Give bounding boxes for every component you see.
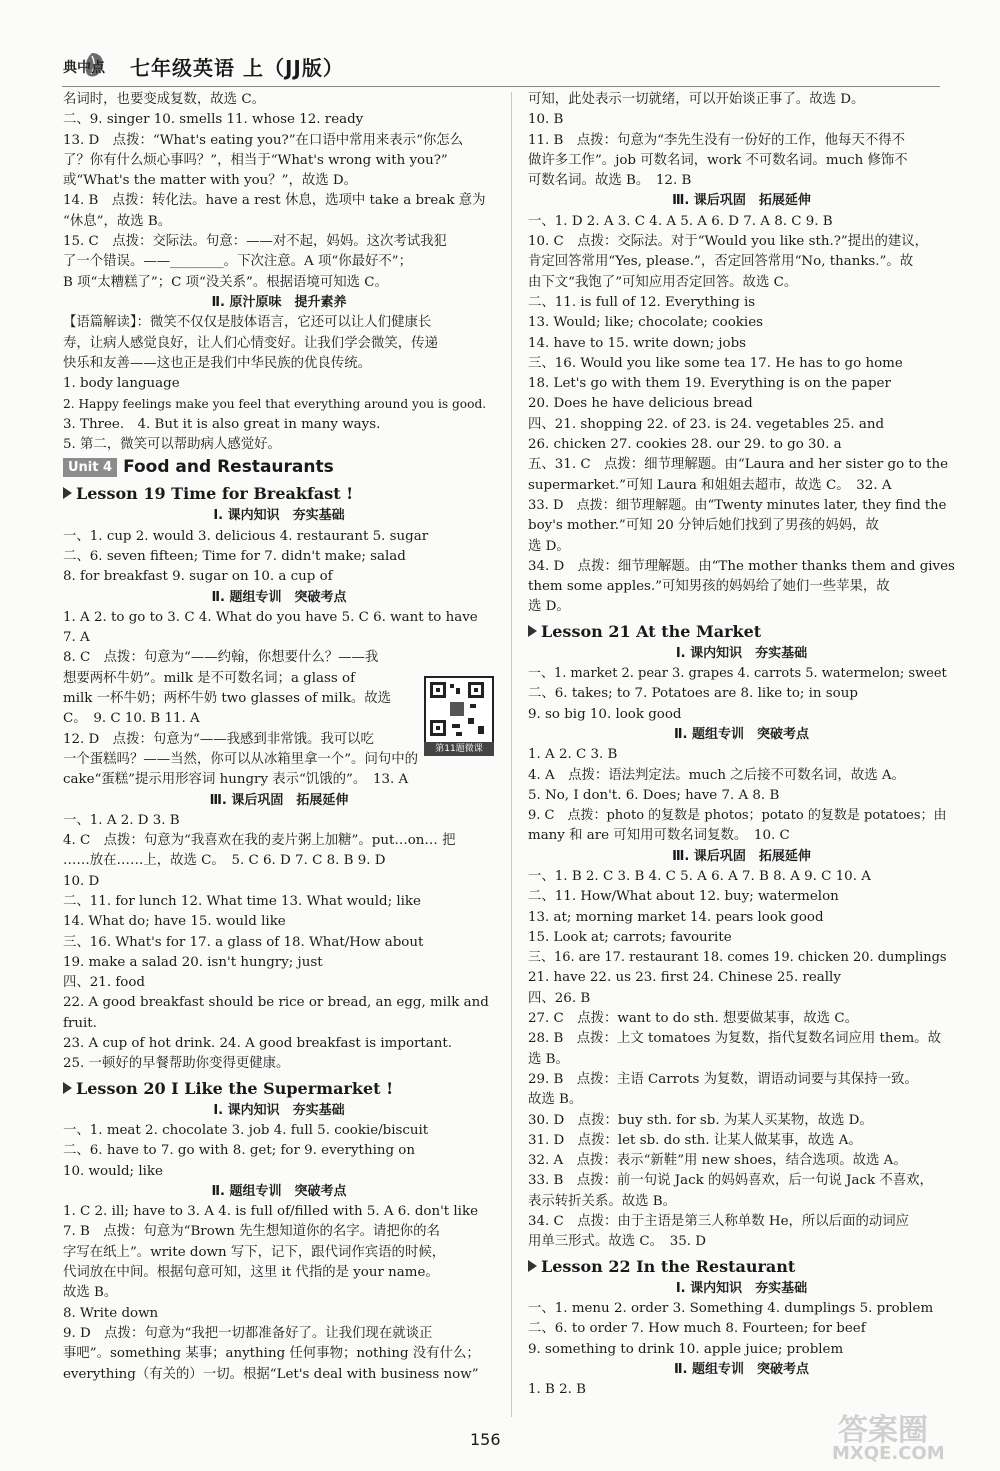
- section-heading: Ⅰ. 课内知识 夯实基础: [675, 1280, 808, 1296]
- answer-line: 了一个错误。——________。下次注意。A 项“你最好不”；: [63, 254, 412, 270]
- answer-line: 一、1. menu 2. order 3. Something 4. dumplings 5. problem: [528, 1300, 934, 1316]
- answer-line: 可数名词。故选 B。 12. B: [528, 173, 692, 189]
- answer-line: 33. B 点拨：前一句说 Jack 的妈妈喜欢，后一句说 Jack 不喜欢，: [528, 1173, 933, 1189]
- answer-line: 事吧”。something 某事；anything 任何事物；nothing 没有什么；: [63, 1346, 480, 1362]
- header-rule: [62, 86, 940, 87]
- answer-line: 4. A 点拨：语法判定法。much 之后接不可数名词，故选 A。: [528, 767, 905, 783]
- answer-line: 2. Happy feelings make you feel that everything around you is good.: [63, 397, 487, 412]
- triangle-arrow-icon: [528, 1260, 537, 1272]
- answer-line: 一、1. B 2. C 3. B 4. C 5. A 6. A 7. B 8. A 9. C 10. A: [528, 868, 871, 884]
- answer-line: 或“What's the matter with you？”，故选 D。: [63, 173, 358, 189]
- answer-line: 10. C 点拨：交际法。对于“Would you like sth.?”提出的建议，: [528, 234, 929, 250]
- section-heading: Ⅰ. 课内知识 夯实基础: [213, 508, 345, 524]
- section-heading: Ⅱ. 原汁原味 提升素养: [211, 294, 347, 310]
- answer-line: 21. have 22. us 23. first 24. Chinese 25. really: [528, 970, 841, 986]
- answer-line: 1. A 2. C 3. B: [528, 747, 618, 763]
- watermark-top: 答案圈: [838, 1413, 928, 1448]
- answer-line: 选 D。: [528, 538, 570, 554]
- answer-line: 代词放在中间。根据句意可知，这里 it 代指的是 your name。: [63, 1265, 439, 1281]
- page-header: [62, 48, 402, 82]
- answer-line: 用单三形式。故选 C。 35. D: [528, 1234, 706, 1250]
- answer-line: 二、6. have to 7. go with 8. get; for 9. everything on: [63, 1143, 415, 1159]
- answer-line: 快乐和友善——这也正是我们中华民族的优良传统。: [63, 355, 371, 371]
- answer-line: 选 D。: [528, 599, 570, 615]
- answer-line: 一、1. market 2. pear 3. grapes 4. carrots 5. watermelon; sweet: [528, 666, 947, 682]
- answer-line: 可知，此处表示一切就绪，可以开始谈正事了。故选 D。: [528, 92, 865, 107]
- section-heading: Ⅰ. 课内知识 夯实基础: [213, 1102, 345, 1118]
- answer-line: 14. What do; have 15. would like: [63, 914, 286, 930]
- answer-line: 3. Three. 4. But it is also great in many ways.: [63, 416, 381, 432]
- answer-line: 五、31. C 点拨：细节理解题。由“Laura and her sister go to the: [528, 457, 949, 473]
- unit-badge: Unit 4: [63, 458, 117, 477]
- answer-line: “休息”，故选 B。: [63, 213, 172, 229]
- right-column: [528, 90, 955, 1400]
- section-heading: Ⅱ. 题组专训 突破考点: [211, 589, 347, 605]
- answer-line: 11. B 点拨：句意为“李先生没有一份好的工作，他每天不得不: [528, 132, 906, 148]
- answer-line: 10. would; like: [63, 1163, 163, 1179]
- answer-line: 1. A 2. to go to 3. C 4. What do you have 5. C 6. want to have: [63, 609, 478, 625]
- answer-line: 寿，让病人感觉良好，让人们心情变好。让我们学会微笑，传递: [63, 335, 438, 351]
- answer-line: 28. B 点拨：上文 tomatoes 为复数，指代复数名词应用 them。故: [528, 1031, 941, 1047]
- answer-line: 30. D 点拨：buy sth. for sb. 为某人买某物，故选 D。: [528, 1112, 873, 1128]
- answer-line: 26. chicken 27. cookies 28. our 29. to go 30. a: [528, 437, 842, 453]
- answer-line: 字写在纸上”。write down 写下，记下，跟代词作宾语的时候，: [63, 1244, 446, 1260]
- triangle-arrow-icon: [63, 487, 72, 499]
- answer-line: 四、21. shopping 22. of 23. is 24. vegetables 25. and: [528, 416, 885, 432]
- answer-line: ……放在……上，故选 C。 5. C 6. D 7. C 8. B 9. D: [63, 853, 386, 869]
- answer-line: 9. D 点拨：句意为“我把一切都准备好了。让我们现在就谈正: [63, 1325, 433, 1341]
- section-heading: Ⅰ. 课内知识 夯实基础: [675, 645, 808, 661]
- answer-line: 13. D 点拨：“What's eating you?”在口语中常用来表示“你怎么: [63, 132, 464, 148]
- answer-line: 8. for breakfast 9. sugar on 10. a cup of: [63, 569, 333, 585]
- answer-line: 故选 B。: [528, 1092, 583, 1108]
- answer-line: 一、1. meat 2. chocolate 3. job 4. full 5. cookie/biscuit: [63, 1122, 429, 1138]
- triangle-arrow-icon: [63, 1082, 72, 1094]
- lesson-heading: [63, 1076, 495, 1101]
- answer-line: 5. No, I don't. 6. Does; have 7. A 8. B: [528, 787, 780, 803]
- answer-line: 二、11. for lunch 12. What time 13. What would; like: [63, 893, 421, 909]
- section-heading: Ⅲ. 课后巩固 拓展延伸: [672, 193, 811, 209]
- answer-line: many 和 are 可知用可数名词复数。 10. C: [528, 828, 790, 844]
- lesson-title: Lesson 21 At the Market: [541, 621, 762, 641]
- section-heading: Ⅱ. 题组专训 突破考点: [673, 1361, 810, 1377]
- answer-line: 15. Look at; carrots; favourite: [528, 929, 732, 945]
- answer-line: 了？你有什么烦心事吗？”，相当于“What's wrong with you?”: [63, 152, 448, 168]
- lesson-heading: [63, 481, 495, 506]
- answer-line: 8. Write down: [63, 1305, 159, 1321]
- answer-line: 12. D 点拨：句意为“——我感到非常饿。我可以吃: [63, 731, 374, 747]
- answer-line: C。 9. C 10. B 11. A: [63, 711, 200, 727]
- answer-line: 二、6. to order 7. How much 8. Fourteen; for beef: [528, 1321, 866, 1337]
- answer-line: 9. so big 10. look good: [528, 706, 682, 722]
- answer-line: 二、9. singer 10. smells 11. whose 12. ready: [63, 112, 364, 128]
- lesson-title: Lesson 19 Time for Breakfast !: [76, 484, 354, 504]
- answer-line: them some apples.”可知男孩的妈妈给了她们一些苹果，故: [528, 579, 890, 595]
- answer-line: 二、6. takes; to 7. Potatoes are 8. like to; in soup: [528, 686, 858, 702]
- book-logo-icon: [62, 50, 126, 80]
- qr-code-icon[interactable]: [424, 676, 494, 746]
- answer-line: 三、16. are 17. restaurant 18. comes 19. chicken 20. dumplings: [528, 950, 947, 966]
- answer-line: milk 一杯牛奶；两杯牛奶 two glasses of milk。故选: [63, 691, 392, 707]
- answer-line: 一、1. D 2. A 3. C 4. A 5. A 6. D 7. A 8. C 9. B: [528, 213, 833, 229]
- answer-line: 四、26. B: [528, 990, 591, 1006]
- answer-line: 表示转折关系。故选 B。: [528, 1193, 677, 1209]
- lesson-heading: [528, 1254, 955, 1279]
- answer-line: 三、16. What's for 17. a glass of 18. What/How about: [63, 934, 424, 950]
- answer-line: 23. A cup of hot drink. 24. A good breakfast is important.: [63, 1036, 453, 1052]
- answer-line: 4. C 点拨：句意为“我喜欢在我的麦片粥上加糖”。put…on… 把: [63, 833, 456, 849]
- answer-line: 1. C 2. ill; have to 3. A 4. is full of/filled with 5. A 6. don't like: [63, 1204, 478, 1220]
- answer-line: 二、6. seven fifteen; Time for 7. didn't make; salad: [63, 548, 406, 564]
- answer-line: 32. A 点拨：表示“新鞋”用 new shoes，结合选项。故选 A。: [528, 1153, 907, 1169]
- answer-line: 29. B 点拨：主语 Carrots 为复数，谓语动词要与其保持一致。: [528, 1071, 918, 1087]
- column-divider: [511, 92, 512, 1417]
- answer-line: 由下文“我饱了”可知应用否定回答。故选 C。: [528, 274, 798, 290]
- answer-line: everything（有关的）一切。根据“Let's deal with business now”: [63, 1366, 479, 1382]
- answer-line: 肯定回答常用“Yes, please.”，否定回答常用“No, thanks.”。故: [528, 254, 914, 270]
- lesson-title: Lesson 20 I Like the Supermarket !: [76, 1078, 394, 1098]
- answer-line: 【语篇解读】：微笑不仅仅是肢体语言，它还可以让人们健康长: [63, 315, 432, 331]
- answer-line: 13. Would; like; chocolate; cookies: [528, 315, 763, 331]
- answer-line: cake“蛋糕”提示用形容词 hungry 表示“饥饿的”。 13. A: [63, 772, 409, 788]
- unit-title: Food and Restaurants: [123, 457, 334, 478]
- answer-line: 四、21. food: [63, 975, 145, 991]
- logo-text: 典中点: [63, 60, 105, 76]
- answer-line: 名词时，也要变成复数，故选 C。: [63, 92, 265, 107]
- triangle-arrow-icon: [528, 625, 537, 637]
- answer-line: 15. C 点拨：交际法。句意：——对不起，妈妈。这次考试我犯: [63, 234, 447, 250]
- book-title: 七年级英语 上（JJ版）: [130, 56, 344, 80]
- answer-line: 一、1. A 2. D 3. B: [63, 812, 180, 828]
- section-heading: Ⅲ. 课后巩固 拓展延伸: [672, 848, 811, 864]
- answer-line: boy's mother.”可知 20 分钟后她们找到了男孩的妈妈，故: [528, 518, 879, 534]
- answer-line: 10. B: [528, 112, 564, 128]
- answer-line: 5. 第二，微笑可以帮助病人感觉好。: [63, 437, 281, 453]
- answer-line: 7. A: [63, 630, 90, 646]
- watermark: [820, 1405, 990, 1467]
- answer-line: 1. B 2. B: [528, 1382, 587, 1398]
- answer-line: fruit.: [63, 1015, 97, 1031]
- lesson-heading: [528, 619, 955, 644]
- answer-line: 故选 B。: [63, 1285, 118, 1301]
- answer-line: 13. at; morning market 14. pears look good: [528, 909, 824, 925]
- watermark-bottom: MXQE.COM: [832, 1443, 945, 1464]
- unit-heading: [63, 455, 495, 480]
- answer-line: 二、11. How/What about 12. buy; watermelon: [528, 889, 839, 905]
- answer-line: 9. something to drink 10. apple juice; problem: [528, 1341, 844, 1357]
- answer-line: 25. 一顿好的早餐帮助你变得更健康。: [63, 1056, 290, 1072]
- lesson-title: Lesson 22 In the Restaurant: [541, 1256, 796, 1276]
- qr-caption: 第11题微课: [424, 742, 494, 756]
- answer-line: 二、11. is full of 12. Everything is: [528, 294, 756, 310]
- answer-line: 31. D 点拨：let sb. do sth. 让某人做某事，故选 A。: [528, 1132, 862, 1148]
- answer-line: 7. B 点拨：句意为“Brown 先生想知道你的名字。请把你的名: [63, 1224, 440, 1240]
- section-heading: Ⅱ. 题组专训 突破考点: [211, 1183, 347, 1199]
- answer-line: 18. Let's go with them 19. Everything is on the paper: [528, 376, 891, 392]
- answer-line: 22. A good breakfast should be rice or bread, an egg, milk and: [63, 995, 489, 1011]
- answer-line: 14. B 点拨：转化法。have a rest 休息，选项中 take a break 意为: [63, 193, 486, 209]
- answer-line: 10. D: [63, 873, 100, 889]
- answer-line: 三、16. Would you like some tea 17. He has to go home: [528, 355, 903, 371]
- section-heading: Ⅱ. 题组专训 突破考点: [673, 726, 810, 742]
- answer-line: 想要两杯牛奶”。milk 是不可数名词；a glass of: [63, 670, 356, 686]
- answer-line: 做许多工作”。job 可数名词，work 不可数名词。much 修饰不: [528, 152, 908, 168]
- answer-line: 8. C 点拨：句意为“——约翰，你想要什么？——我: [63, 650, 379, 666]
- page-number: 156: [470, 1430, 501, 1449]
- answer-line: 1. body language: [63, 376, 180, 392]
- answer-line: 一个蛋糕吗？——当然，你可以从冰箱里拿一个”。问句中的: [63, 751, 419, 767]
- answer-line: supermarket.”可知 Laura 和姐姐去超市，故选 C。 32. A: [528, 477, 892, 493]
- answer-line: 33. D 点拨：细节理解题。由“Twenty minutes later, they find the: [528, 497, 947, 513]
- answer-line: 9. C 点拨：photo 的复数是 photos；potato 的复数是 potatoes；由: [528, 808, 947, 824]
- answer-line: 选 B。: [528, 1051, 569, 1067]
- section-heading: Ⅲ. 课后巩固 拓展延伸: [209, 792, 349, 808]
- answer-line: 27. C 点拨：want to do sth. 想要做某事，故选 C。: [528, 1011, 859, 1027]
- answer-line: 14. have to 15. write down; jobs: [528, 335, 747, 351]
- answer-line: 20. Does he have delicious bread: [528, 396, 753, 412]
- answer-line: 19. make a salad 20. isn't hungry; just: [63, 954, 323, 970]
- answer-line: 34. D 点拨：细节理解题。由“The mother thanks them and gives: [528, 558, 955, 574]
- answer-line: B 项“太糟糕了”；C 项“没关系”。根据语境可知选 C。: [63, 274, 388, 290]
- answer-line: 一、1. cup 2. would 3. delicious 4. restaurant 5. sugar: [63, 528, 429, 544]
- answer-line: 34. C 点拨：由于主语是第三人称单数 He，所以后面的动词应: [528, 1214, 910, 1230]
